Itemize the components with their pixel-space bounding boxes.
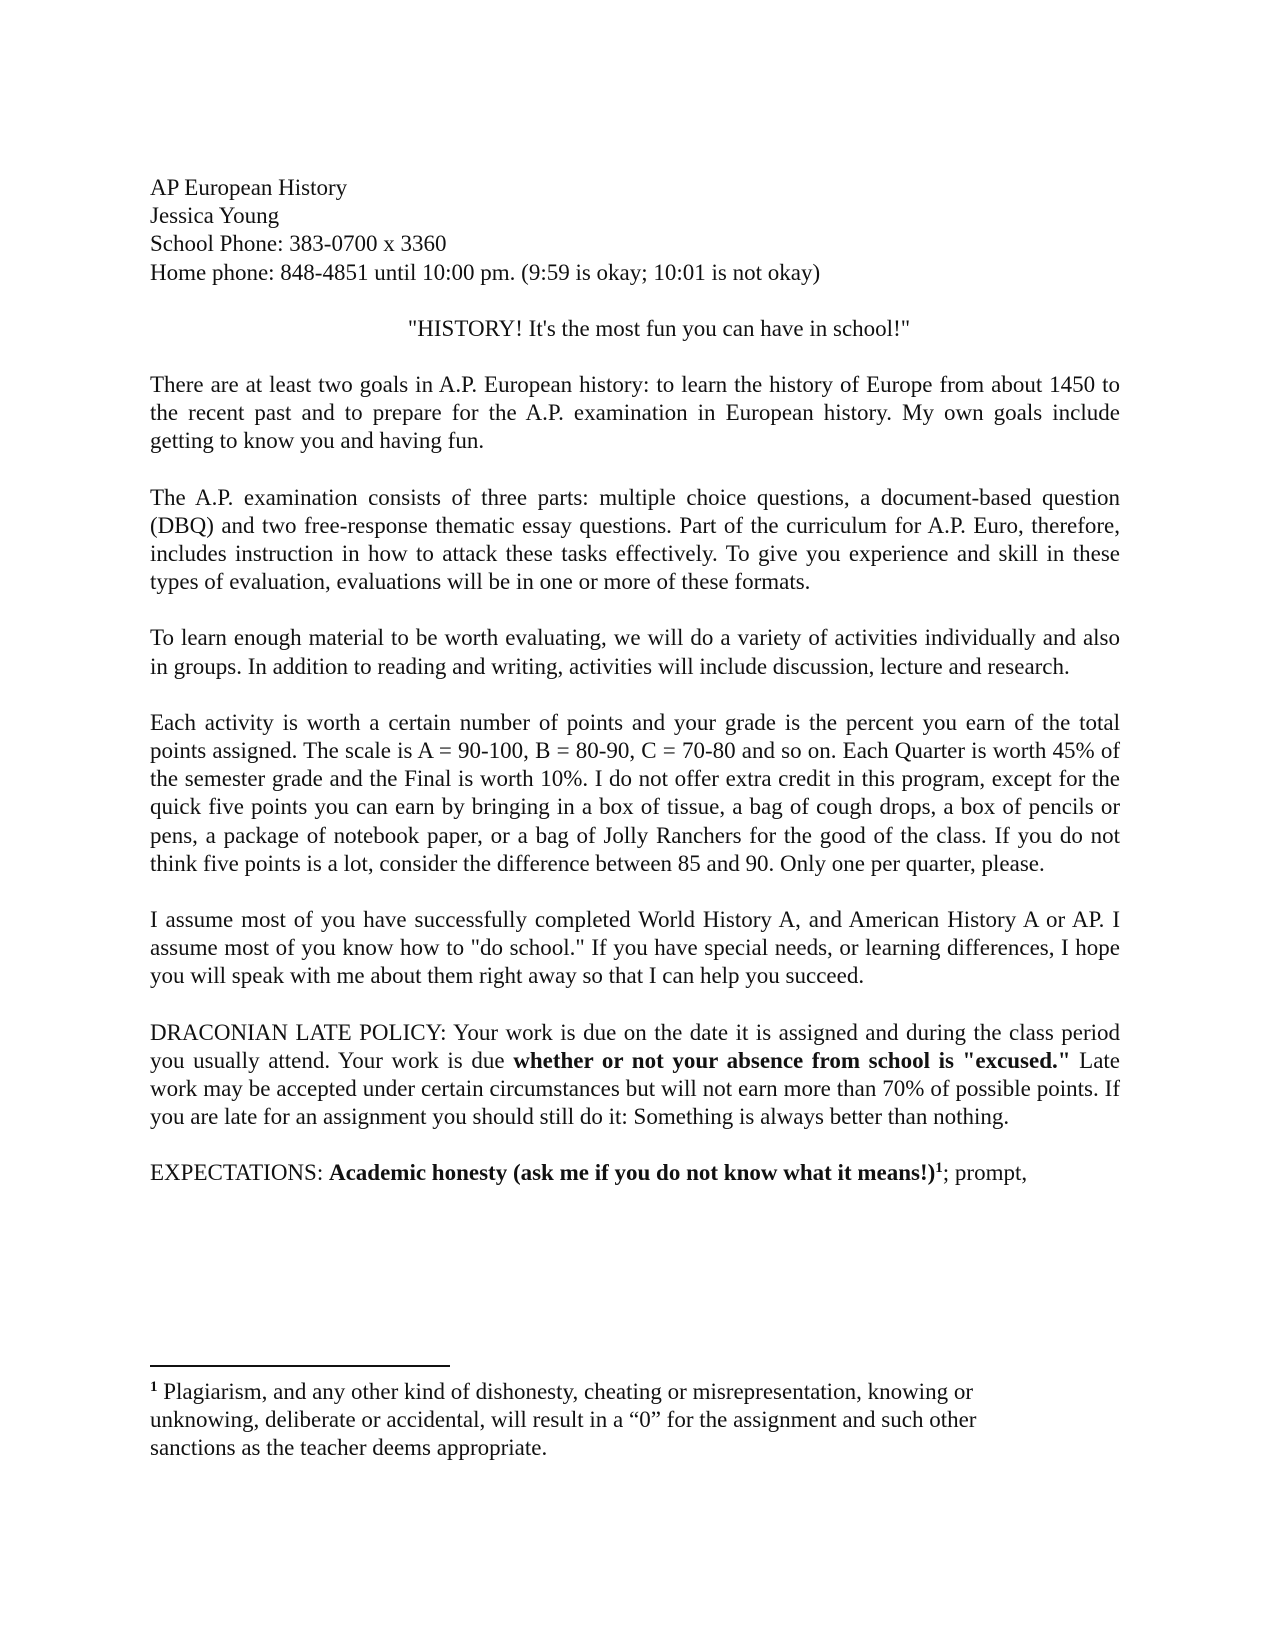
footnote	[150, 1378, 1060, 1463]
expectations-rest: ; prompt,	[942, 1160, 1028, 1186]
expectations-label: EXPECTATIONS:	[150, 1160, 329, 1186]
footnote-reference[interactable]: 1	[935, 1160, 943, 1177]
footnote-text: Plagiarism, and any other kind of dishonesty, cheating or misrepresentation, knowing or unknowing, deliberate or accidental, will result in a “0” for the assignment and such other sanctions as the teacher deems appropriate.	[150, 1379, 977, 1461]
activities-paragraph: To learn enough material to be worth evaluating, we will do a variety of activities individually and also in groups. In addition to reading and writing, activities will include discussion, lecture and research.	[150, 625, 1120, 679]
motto: "HISTORY! It's the most fun you can have in school!"	[407, 315, 911, 341]
assumptions-paragraph: I assume most of you have successfully completed World History A, and American History A or AP. I assume most of you know how to "do school." If you have special needs, or learning differences, I hope you will speak with me about them right away so that I can help you succeed.	[150, 907, 1120, 989]
late-policy-emphasis: whether or not your absence from school is "excused."	[513, 1047, 1071, 1073]
header-block	[150, 174, 1120, 287]
school-phone: School Phone: 383-0700 x 3360	[150, 231, 447, 257]
teacher-name: Jessica Young	[150, 203, 280, 229]
course-title: AP European History	[150, 175, 348, 200]
expectations-emphasis: Academic honesty (ask me if you do not know what it means!)	[328, 1160, 936, 1186]
footnote-mark: 1	[150, 1379, 158, 1395]
document-body	[150, 174, 1120, 1188]
late-policy-paragraph	[150, 1019, 1120, 1132]
footnote-divider	[150, 1365, 450, 1367]
exam-paragraph: The A.P. examination consists of three parts: multiple choice questions, a document-based question (DBQ) and two free-response thematic essay questions. Part of the curriculum for A.P. Euro, therefore, includes instruction in how to attack these tasks effectively. To give you experience and skill in these types of evaluation, evaluations will be in one or more of these formats.	[150, 484, 1120, 595]
late-policy-rest: Late work may be accepted under certain circumstances but will not earn more than 70% of possible points. If you are late for an assignment you should still do it: Something is always better than nothing.	[150, 1047, 1120, 1130]
grading-paragraph: Each activity is worth a certain number of points and your grade is the percent you earn of the total points assigned. The scale is A = 90-100, B = 80-90, C = 70-80 and so on. Each Quarter is worth 45% of the semester grade and the Final is worth 10%. I do not offer extra credit in this program, except for the quick five points you can earn by bringing in a box of tissue, a bag of cough drops, a box of pencils or pens, a package of notebook paper, or a bag of Jolly Ranchers for the good of the class. If you do not think five points is a lot, consider the difference between 85 and 90. Only one per quarter, please.	[150, 709, 1120, 876]
expectations-paragraph	[150, 1159, 1120, 1187]
goals-paragraph: There are at least two goals in A.P. European history: to learn the history of Europe from about 1450 to the recent past and to prepare for the A.P. examination in European history. My own goals include getting to know you and having fun.	[150, 372, 1120, 454]
home-phone: Home phone: 848-4851 until 10:00 pm. (9:59 is okay; 10:01 is not okay)	[150, 259, 821, 285]
late-policy-intro: DRACONIAN LATE POLICY: Your work is due on the date it is assigned and during the class period you usually attend. Your work is due	[150, 1019, 1120, 1073]
